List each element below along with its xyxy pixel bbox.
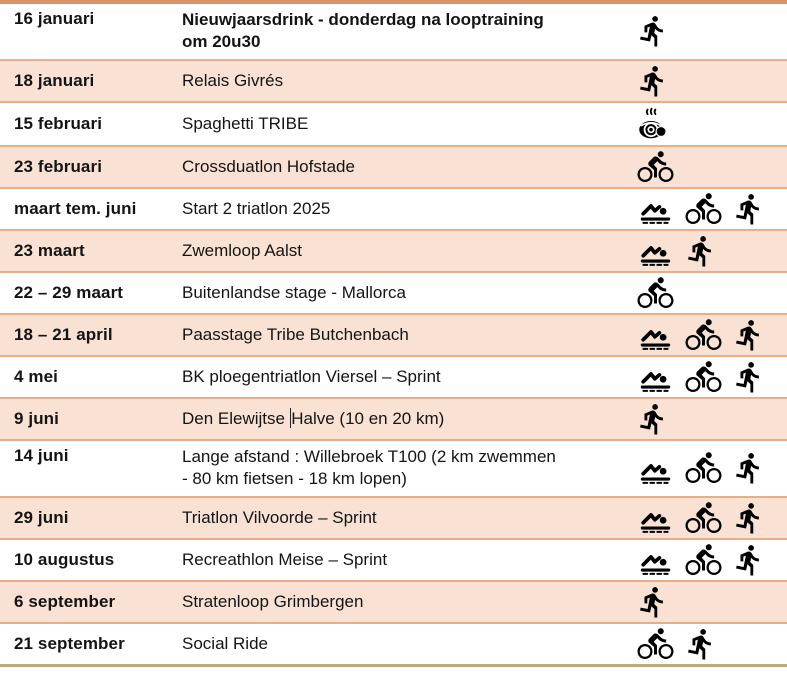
icons-cell <box>632 14 787 48</box>
bike-icon[interactable] <box>684 359 723 395</box>
icons-cell <box>632 542 787 578</box>
bike-icon[interactable] <box>636 275 675 311</box>
bike-icon[interactable] <box>684 542 723 578</box>
swim-icon[interactable] <box>636 363 675 394</box>
date-cell[interactable]: 23 februari <box>14 156 103 176</box>
run-icon[interactable] <box>732 318 766 352</box>
event-cell[interactable] <box>182 408 632 430</box>
event-cell[interactable]: Recreathlon Meise – Sprint <box>182 549 388 569</box>
run-icon[interactable] <box>684 627 718 661</box>
run-icon[interactable] <box>732 360 766 394</box>
run-icon[interactable] <box>732 451 766 485</box>
icons-cell <box>632 359 787 395</box>
icons-cell <box>632 275 787 311</box>
event-cell[interactable]: Stratenloop Grimbergen <box>182 591 364 611</box>
table-row <box>0 271 787 313</box>
table-body <box>0 4 787 664</box>
table-row <box>0 622 787 664</box>
icons-cell <box>632 105 787 143</box>
event-text: Halve (10 en 20 km) <box>291 408 445 428</box>
run-icon[interactable] <box>732 501 766 535</box>
table-row <box>0 397 787 439</box>
icons-cell <box>632 149 787 185</box>
event-cell[interactable]: Triatlon Vilvoorde – Sprint <box>182 507 377 527</box>
run-icon[interactable] <box>636 14 670 48</box>
run-icon[interactable] <box>636 64 670 98</box>
icons-cell <box>632 500 787 536</box>
bike-icon[interactable] <box>636 626 675 662</box>
date-cell[interactable]: 4 mei <box>14 366 58 386</box>
event-cell[interactable]: Spaghetti TRIBE <box>182 113 309 133</box>
bike-icon[interactable] <box>684 450 723 486</box>
icons-cell <box>632 191 787 227</box>
date-cell[interactable]: 29 juni <box>14 507 69 527</box>
bike-icon[interactable] <box>684 500 723 536</box>
date-cell[interactable]: 22 – 29 maart <box>14 282 124 302</box>
table-row <box>0 355 787 397</box>
icons-cell <box>632 585 787 619</box>
swim-icon[interactable] <box>636 455 675 486</box>
date-cell[interactable]: 18 januari <box>14 70 95 90</box>
table-row <box>0 229 787 271</box>
event-cell[interactable]: Crossduatlon Hofstade <box>182 156 355 176</box>
table-row <box>0 59 787 101</box>
event-text-line: Lange afstand : Willebroek T100 (2 km zwemmen <box>182 446 556 466</box>
event-text-line: om 20u30 <box>182 32 261 52</box>
table-row <box>0 145 787 187</box>
event-cell[interactable]: Zwemloop Aalst <box>182 240 302 260</box>
run-icon[interactable] <box>636 585 670 619</box>
date-cell[interactable]: 10 augustus <box>14 549 115 569</box>
swim-icon[interactable] <box>636 237 675 268</box>
table-bottom-border <box>0 664 787 667</box>
swim-icon[interactable] <box>636 195 675 226</box>
event-cell[interactable] <box>182 446 632 491</box>
table-row <box>0 187 787 229</box>
date-cell[interactable]: 23 maart <box>14 240 85 260</box>
event-cell[interactable]: Start 2 triatlon 2025 <box>182 198 331 218</box>
date-cell[interactable]: 18 – 21 april <box>14 324 113 344</box>
table-row <box>0 538 787 580</box>
bike-icon[interactable] <box>684 191 723 227</box>
table-row <box>0 580 787 622</box>
run-icon[interactable] <box>732 192 766 226</box>
event-text-line: - 80 km fietsen - 18 km lopen) <box>182 469 407 489</box>
bike-icon[interactable] <box>684 317 723 353</box>
spaghetti-icon[interactable] <box>636 105 670 143</box>
date-cell[interactable]: maart tem. juni <box>14 198 137 218</box>
event-cell[interactable]: BK ploegentriatlon Viersel – Sprint <box>182 366 441 386</box>
run-icon[interactable] <box>732 543 766 577</box>
date-cell[interactable]: 15 februari <box>14 113 103 133</box>
table-row <box>0 101 787 145</box>
table-row <box>0 4 787 59</box>
event-text-line: Nieuwjaarsdrink - donderdag na looptraining <box>182 10 544 29</box>
swim-icon[interactable] <box>636 546 675 577</box>
date-cell[interactable]: 9 juni <box>14 408 59 428</box>
swim-icon[interactable] <box>636 321 675 352</box>
event-text: Den Elewijtse <box>182 408 290 428</box>
event-cell[interactable]: Buitenlandse stage - Mallorca <box>182 282 406 302</box>
bike-icon[interactable] <box>636 149 675 185</box>
event-cell[interactable]: Paasstage Tribe Butchenbach <box>182 324 409 344</box>
table-row <box>0 313 787 355</box>
icons-cell <box>632 317 787 353</box>
event-cell[interactable] <box>182 9 632 54</box>
run-icon[interactable] <box>684 234 718 268</box>
icons-cell <box>632 402 787 436</box>
icons-cell <box>632 626 787 662</box>
run-icon[interactable] <box>636 402 670 436</box>
event-cell[interactable]: Social Ride <box>182 633 268 653</box>
date-cell[interactable]: 16 januari <box>14 9 95 28</box>
date-cell[interactable]: 14 juni <box>14 445 69 465</box>
table-row <box>0 439 787 496</box>
event-cell[interactable]: Relais Givrés <box>182 70 284 90</box>
table-row <box>0 496 787 538</box>
date-cell[interactable]: 6 september <box>14 591 116 611</box>
icons-cell <box>632 233 787 268</box>
icons-cell <box>632 450 787 486</box>
icons-cell <box>632 64 787 98</box>
swim-icon[interactable] <box>636 504 675 535</box>
date-cell[interactable]: 21 september <box>14 633 125 653</box>
